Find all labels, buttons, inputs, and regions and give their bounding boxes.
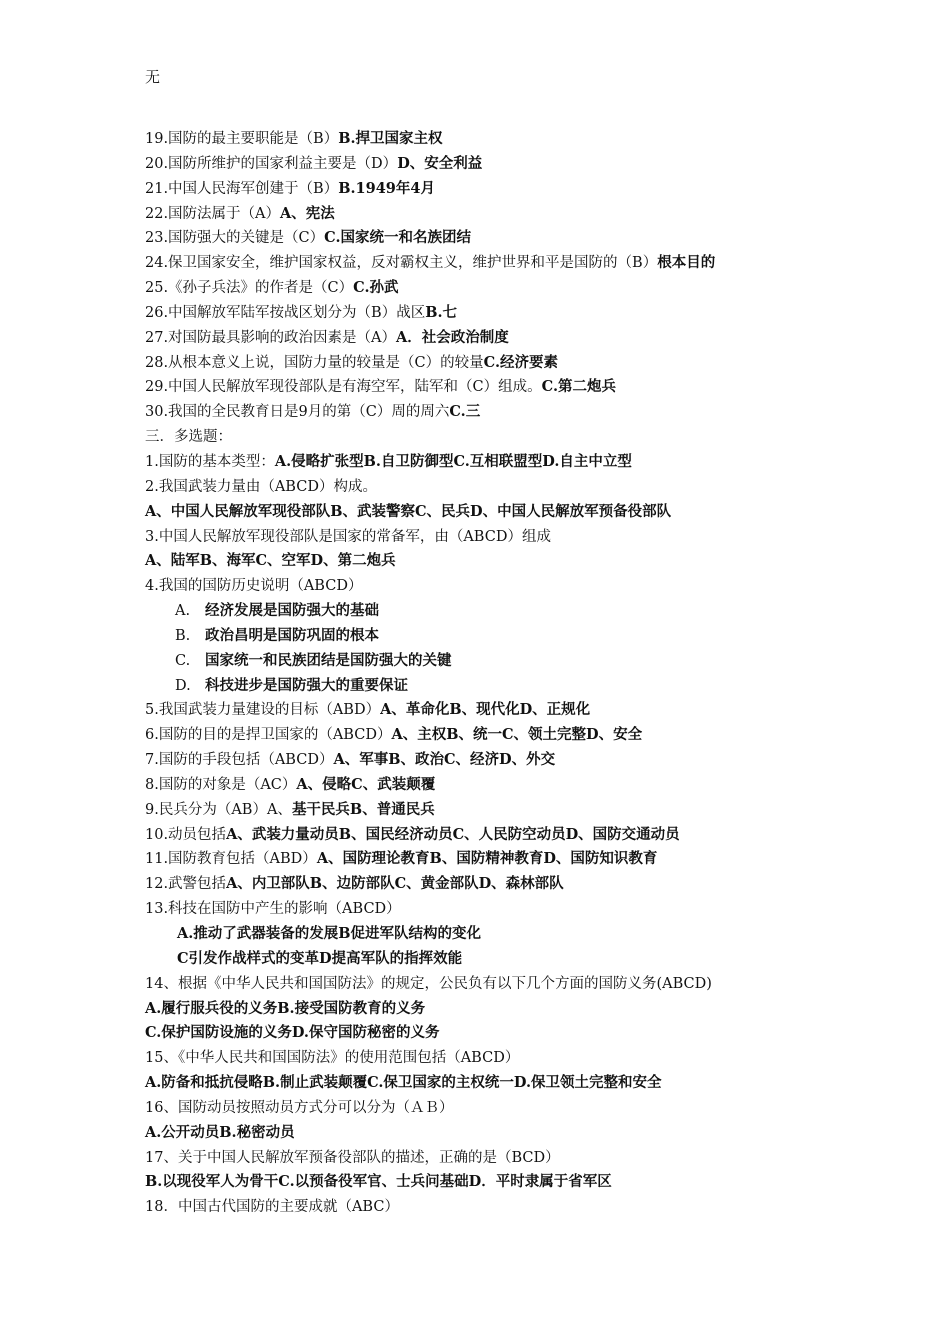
- question-text: 29.中国人民解放军现役部队是有海空军，陆军和（C）组成。: [145, 379, 542, 396]
- question-line: [145, 351, 845, 376]
- answer-text: B.以现役军人为骨干C.以预备役军官、士兵问基础D．平时隶属于省军区: [145, 1173, 612, 1191]
- question-line: [145, 301, 845, 326]
- answer-text: A、中国人民解放军现役部队B、武装警察C、民兵D、中国人民解放军预备役部队: [145, 502, 672, 520]
- question-line: [145, 1170, 845, 1195]
- question-line: [145, 947, 845, 972]
- question-line: [145, 425, 845, 450]
- answer-text: C.经济要素: [483, 353, 558, 371]
- answer-text: C.保护国防设施的义务D.保守国防秘密的义务: [145, 1024, 440, 1042]
- question-line: [145, 997, 845, 1022]
- question-line: [145, 400, 845, 425]
- answer-text: B.捍卫国家主权: [338, 130, 443, 147]
- question-text: 16、国防动员按照动员方式分可以分为（ＡＢ）: [145, 1099, 454, 1116]
- question-text: 15、《中华人民共和国国防法》的使用范围包括（ABCD）: [145, 1050, 520, 1067]
- question-line: [145, 599, 845, 624]
- option-letter: C.: [175, 652, 191, 669]
- question-text: 24.保卫国家安全，维护国家权益，反对霸权主义，维护世界和平是国防的（B）: [145, 255, 658, 272]
- answer-text: A、内卫部队B、边防部队C、黄金部队D、森林部队: [226, 875, 564, 893]
- question-text: 19.国防的最主要职能是（B）: [145, 131, 339, 147]
- question-line: [145, 1096, 845, 1121]
- question-text: 5.我国武装力量建设的目标（ABD）: [145, 702, 381, 719]
- answer-text: 科技进步是国防强大的重要保证: [205, 676, 408, 694]
- answer-text: A、武装力量动员B、国民经济动员C、人民防空动员D、国防交通动员: [226, 825, 680, 843]
- question-text: 30.我国的全民教育日是9月的第（C）周的周六: [145, 404, 450, 421]
- question-line: [145, 748, 845, 773]
- question-text: 8.国防的对象是（AC）: [145, 776, 297, 793]
- answer-text: A.公开动员B.秘密动员: [145, 1123, 295, 1141]
- question-text: 1.国防的基本类型：: [145, 453, 275, 470]
- question-line: [145, 450, 845, 475]
- question-line: [145, 723, 845, 748]
- question-text: 20.国防所维护的国家利益主要是（D）: [145, 155, 398, 172]
- question-line: [145, 922, 845, 947]
- answer-text: C.第二炮兵: [541, 378, 616, 396]
- question-text: 2.我国武装力量由（ABCD）构成。: [145, 478, 377, 495]
- question-line: [145, 1046, 845, 1071]
- answer-text: B.1949年4月: [338, 179, 435, 197]
- question-line: [145, 574, 845, 599]
- question-line: [145, 375, 845, 400]
- question-text: 21.中国人民海军创建于（B）: [145, 180, 339, 197]
- question-text: 三．多选题：: [145, 429, 232, 446]
- question-text: 3.中国人民解放军现役部队是国家的常备军，由（ABCD）组成: [145, 528, 551, 545]
- question-line: [145, 1146, 845, 1171]
- question-line: [145, 798, 845, 823]
- question-line: [145, 177, 845, 202]
- question-line: [145, 152, 845, 177]
- question-text: 10.动员包括: [145, 826, 227, 843]
- question-line: [145, 549, 845, 574]
- question-text: 27.对国防最具影响的政治因素是（A）: [145, 329, 397, 346]
- answer-text: A、革命化B、现代化D、正规化: [380, 701, 591, 719]
- question-text: 22.国防法属于（A）: [145, 205, 281, 222]
- question-line: [145, 202, 845, 227]
- question-line: [145, 326, 845, 351]
- question-text: 9.民兵分为（AB）A、: [145, 801, 292, 818]
- question-line: [145, 1121, 845, 1146]
- answer-text: 经济发展是国防强大的基础: [205, 602, 379, 620]
- answer-text: A、陆军B、海军C、空军D、第二炮兵: [145, 552, 396, 570]
- answer-text: A、国防理论教育B、国防精神教育D、国防知识教育: [316, 850, 658, 868]
- question-list: [145, 127, 845, 1220]
- question-text: 6.国防的目的是捍卫国家的（ABCD）: [145, 727, 392, 744]
- answer-text: D、安全利益: [397, 154, 483, 172]
- answer-text: A、宪法: [280, 204, 335, 222]
- question-text: 23.国防强大的关键是（C）: [145, 230, 325, 247]
- question-text: 28.从根本意义上说，国防力量的较量是（C）的较量: [145, 354, 484, 371]
- option-letter: D.: [175, 677, 191, 694]
- answer-text: C.孙武: [353, 279, 399, 297]
- answer-text: B.七: [425, 303, 458, 321]
- answer-text: A、侵略C、武装颠覆: [296, 775, 436, 793]
- answer-text: A．社会政治制度: [396, 328, 509, 346]
- answer-text: A、主权B、统一C、领土完整D、安全: [391, 726, 643, 744]
- question-text: 13.科技在国防中产生的影响（ABCD）: [145, 901, 401, 918]
- question-line: [145, 276, 845, 301]
- question-text: 12.武警包括: [145, 876, 227, 893]
- question-line: [145, 251, 845, 276]
- answer-text: 国家统一和民族团结是国防强大的关键: [205, 651, 452, 669]
- question-text: 25.《孙子兵法》的作者是（C）: [145, 280, 354, 297]
- question-line: [145, 475, 845, 500]
- question-line: [145, 649, 845, 674]
- question-line: [145, 624, 845, 649]
- option-letter: A.: [175, 603, 191, 620]
- question-line: [145, 972, 845, 997]
- question-line: [145, 698, 845, 723]
- answer-text: A.防备和抵抗侵略B.制止武装颠覆C.保卫国家的主权统一D.保卫领土完整和安全: [145, 1074, 662, 1092]
- question-line: [145, 525, 845, 550]
- question-text: 7.国防的手段包括（ABCD）: [145, 752, 334, 769]
- question-text: 4.我国的国防历史说明（ABCD）: [145, 578, 363, 595]
- question-line: [145, 1195, 845, 1220]
- page-header-text: 无: [145, 68, 161, 86]
- question-text: 26.中国解放军陆军按战区划分为（B）战区: [145, 304, 426, 321]
- answer-text: A.履行服兵役的义务B.接受国防教育的义务: [145, 999, 426, 1017]
- question-line: [145, 500, 845, 525]
- answer-text: A.推动了武器装备的发展B促进军队结构的变化: [177, 925, 482, 942]
- question-text: 11.国防教育包括（ABD）: [145, 851, 317, 868]
- question-line: [145, 872, 845, 897]
- question-text: 14、根据《中华人民共和国国防法》的规定，公民负有以下几个方面的国防义务(ABCD): [145, 975, 712, 992]
- answer-text: A.侵略扩张型B.自卫防御型C.互相联盟型D.自主中立型: [274, 452, 632, 470]
- answer-text: A、军事B、政治C、经济D、外交: [333, 751, 556, 769]
- question-line: [145, 897, 845, 922]
- question-line: [145, 127, 845, 152]
- question-line: [145, 226, 845, 251]
- question-line: [145, 847, 845, 872]
- option-letter: B.: [175, 627, 191, 644]
- question-line: [145, 823, 845, 848]
- question-line: [145, 674, 845, 699]
- question-line: [145, 773, 845, 798]
- answer-text: 政治昌明是国防巩固的根本: [205, 626, 379, 644]
- answer-text: 根本目的: [657, 254, 716, 272]
- question-text: 18．中国古代国防的主要成就（ABC）: [145, 1199, 399, 1216]
- question-line: [145, 1021, 845, 1046]
- question-line: [145, 1071, 845, 1096]
- answer-text: 基干民兵B、普通民兵: [291, 800, 435, 818]
- answer-text: C引发作战样式的变革D提高军队的指挥效能: [177, 949, 463, 967]
- question-text: 17、关于中国人民解放军预备役部队的描述，正确的是（BCD）: [145, 1149, 560, 1166]
- answer-text: C.三: [449, 403, 481, 421]
- answer-text: C.国家统一和名族团结: [324, 229, 471, 247]
